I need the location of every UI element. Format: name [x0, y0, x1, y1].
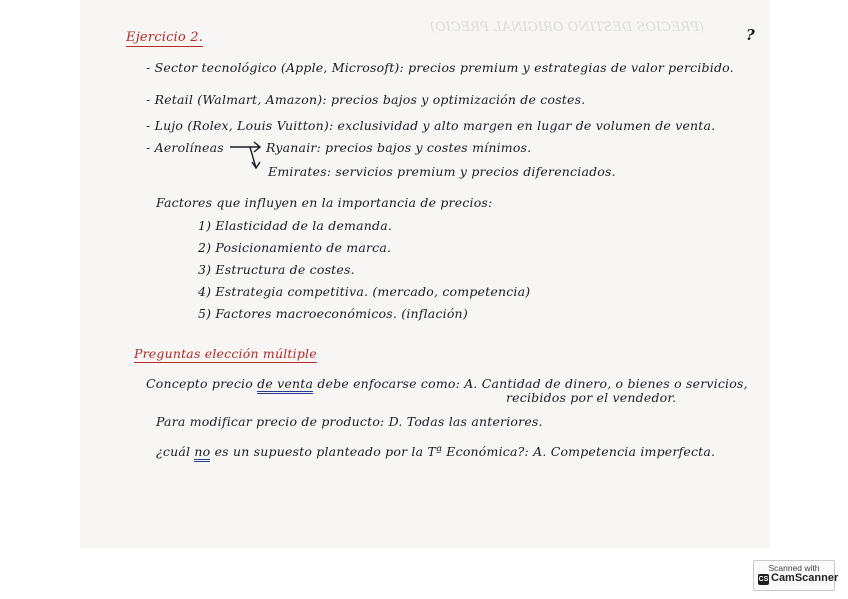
branch-arrow-icon [226, 140, 266, 174]
camscanner-badge [753, 560, 839, 591]
q3-underlined: no [194, 444, 210, 462]
factor-5: 5) Factores macroeconómicos. (inflación) [198, 306, 468, 321]
badge-line2: CamScanner [771, 572, 839, 584]
exercise-heading: Ejercicio 2. [126, 30, 204, 45]
badge-line1: Scanned with [768, 563, 820, 573]
factor-3: 3) Estructura de costes. [198, 262, 355, 277]
factor-1: 1) Elasticidad de la demanda. [198, 218, 393, 233]
line-aerolineas: - Aerolíneas [146, 140, 224, 155]
factores-heading: Factores que influyen en la importancia de precios: [156, 195, 493, 210]
question-2: Para modificar precio de producto: D. Todas las anteriores. [156, 414, 543, 429]
line-lujo: - Lujo (Rolex, Louis Vuitton): exclusividad y alto margen en lugar de volumen de venta. [146, 118, 716, 133]
bleed-through-text: (PRECIOS DESTINO ORIGINAL PRECIO) [430, 20, 705, 35]
q1-suffix: debe enfocarse como: A. Cantidad de dinero, o bienes o servicios, [317, 376, 748, 391]
line-tecnologico: - Sector tecnológico (Apple, Microsoft): precios premium y estrategias de valor percibido. [146, 60, 734, 75]
factor-2: 2) Posicionamiento de marca. [198, 240, 392, 255]
q1-prefix: Concepto precio [146, 376, 253, 391]
notebook-page [80, 0, 770, 548]
camscanner-logo-icon: CS [758, 576, 769, 583]
question-3 [156, 444, 715, 459]
q3-suffix: es un supuesto planteado por la Tª Económica?: A. Competencia imperfecta. [214, 444, 716, 459]
question-1 [146, 376, 748, 391]
q3-prefix: ¿cuál [156, 444, 191, 459]
line-ryanair: Ryanair: precios bajos y costes mínimos. [266, 140, 532, 155]
section2-heading: Preguntas elección múltiple [134, 346, 317, 361]
q1-underlined: de venta [257, 376, 313, 394]
question-1-continued: recibidos por el vendedor. [506, 390, 677, 405]
factor-4: 4) Estrategia competitiva. (mercado, competencia) [198, 284, 531, 299]
question-mark: ? [746, 26, 755, 44]
line-emirates: Emirates: servicios premium y precios diferenciados. [268, 164, 616, 179]
line-retail: - Retail (Walmart, Amazon): precios bajos y optimización de costes. [146, 92, 586, 107]
